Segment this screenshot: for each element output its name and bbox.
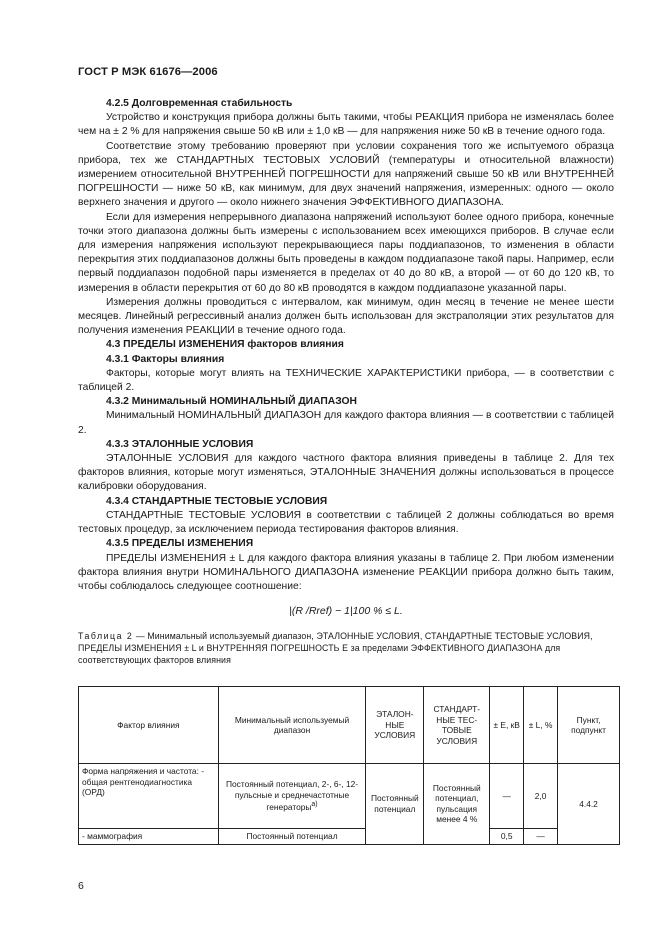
- section-heading: 4.3.2 Минимальный НОМИНАЛЬНЫЙ ДИАПАЗОН: [106, 396, 357, 408]
- section-heading: 4.3.4 СТАНДАРТНЫЕ ТЕСТОВЫЕ УСЛОВИЯ: [106, 495, 328, 507]
- cell-range: Постоянный потенциал: [218, 829, 366, 845]
- document-header: ГОСТ Р МЭК 61676—2006: [78, 66, 218, 78]
- cell-l: —: [524, 829, 558, 845]
- header-ref: ЭТАЛОН-НЫЕ УСЛОВИЯ: [366, 687, 424, 764]
- table-row: [79, 829, 620, 845]
- paragraph: Минимальный НОМИНАЛЬНЫЙ ДИАПАЗОН для каждого фактора влияния — в соответствии с таблицей 2.: [78, 410, 614, 436]
- influence-factors-table: [78, 686, 620, 845]
- header-item: Пункт, подпункт: [558, 687, 620, 764]
- paragraph: СТАНДАРТНЫЕ ТЕСТОВЫЕ УСЛОВИЯ в соответствии с таблицей 2 должны соблюдаться во время тестовых процедур, за исключением периода тестирования факторов влияния.: [78, 509, 614, 536]
- cell-e: 0,5: [490, 829, 524, 845]
- cell-range-text: Постоянный потенциал, 2-, 6-, 12-пульсные и среднечастотные генераторы: [225, 779, 359, 813]
- header-e: ± E, кВ: [490, 687, 524, 764]
- footnote-mark: a): [311, 801, 318, 809]
- cell-range: [218, 764, 366, 829]
- paragraph: Измерения должны проводиться с интервалом, как минимум, один месяц в течение не менее шести месяцев. Линейный регрессивный анализ должен быть использован для экстраполяции этих результатов для получения изменения РЕАКЦИИ в течение одного года.: [78, 296, 614, 337]
- cell-e: —: [490, 764, 524, 829]
- page-number: 6: [78, 880, 84, 892]
- cell-factor: Форма напряжения и частота: - общая рентгенодиагностика (ОРД): [79, 764, 219, 829]
- paragraph: ПРЕДЕЛЫ ИЗМЕНЕНИЯ ± L для каждого фактора влияния указаны в таблице 2. При любом изменении фактора влияния внутри НОМИНАЛЬНОГО ДИАПАЗОНА изменение РЕАКЦИИ прибора должно быть таким, чтобы соблюдалось следующее соотношение:: [78, 552, 614, 592]
- section-heading: 4.3 ПРЕДЕЛЫ ИЗМЕНЕНИЯ факторов влияния: [106, 339, 344, 351]
- formula: |(R /Rref) − 1|100 % ≤ L.: [289, 605, 403, 618]
- section-heading: 4.2.5 Долговременная стабильность: [106, 98, 293, 109]
- paragraph: Если для измерения непрерывного диапазона напряжений используют более одного прибора, конечные точки этого диапазона должны быть измерены с использованием всех имеющихся приборов. В случае если для измерения напряжения используют перекрывающиеся пары поддиапазонов, то изменения в области перекрытия этих поддиапазонов должны быть проведены в каждом поддиапазоне такой пары. Например, если первый поддиапазон подобной пары изменяется в пределах от 40 до 80 кВ, а второй — от 60 до 120 кВ, то измерения в области перекрытия от 60 до 80 кВ проводятся в каждом поддиапазоне указанной пары.: [78, 211, 614, 294]
- table-header-row: [79, 687, 620, 764]
- header-factor: Фактор влияния: [79, 687, 219, 764]
- header-range: Минимальный используемый диапазон: [218, 687, 366, 764]
- table-row: [79, 764, 620, 829]
- section-heading: 4.3.1 Факторы влияния: [106, 353, 225, 365]
- cell-l: 2,0: [524, 764, 558, 829]
- cell-std: Постоянный потенциал, пульсация менее 4 %: [424, 764, 490, 845]
- header-std: СТАНДАРТ-НЫЕ ТЕС-ТОВЫЕ УСЛОВИЯ: [424, 687, 490, 764]
- table-caption: [78, 630, 614, 666]
- cell-item: 4.4.2: [558, 764, 620, 845]
- section-heading: 4.3.5 ПРЕДЕЛЫ ИЗМЕНЕНИЯ: [106, 538, 254, 550]
- table-caption-label: Таблица 2: [78, 631, 134, 642]
- header-l: ± L, %: [524, 687, 558, 764]
- table-caption-text: — Минимальный используемый диапазон, ЭТАЛОННЫЕ УСЛОВИЯ, СТАНДАРТНЫЕ ТЕСТОВЫЕ УСЛОВИЯ, ПРЕДЕЛЫ ИЗМЕНЕНИЯ ± L и ВНУТРЕННЯЯ ПОГРЕШНОСТЬ E за пределами ЭФФЕКТИВНОГО ДИАПАЗОНА для соответствующих факторов влияния: [78, 631, 593, 666]
- paragraph: ЭТАЛОННЫЕ УСЛОВИЯ для каждого частного фактора влияния приведены в таблице 2. Для тех факторов влияния, которые могут изменяться, ЭТАЛОННЫЕ ЗНАЧЕНИЯ должны использоваться в процессе калибровки оборудования.: [78, 453, 614, 493]
- body-text: [78, 97, 614, 666]
- paragraph: Соответствие этому требованию проверяют при условии сохранения того же испытуемого образца прибора, тех же СТАНДАРТНЫХ ТЕСТОВЫХ УСЛОВИЙ (температуры и относительной влажности) измерением относительной ВНУТРЕННЕЙ ПОГРЕШНОСТИ для напряжений свыше 50 кВ или ВНУТРЕННЕЙ ПОГРЕШНОСТИ — ниже 50 кВ, как минимум, для двух значений напряжения, измеренных: одного — около верхнего значения и другого — около нижнего значения ЭФФЕКТИВНОГО ДИАПАЗОНА.: [78, 140, 614, 209]
- section-heading: 4.3.3 ЭТАЛОННЫЕ УСЛОВИЯ: [106, 438, 254, 450]
- paragraph: Устройство и конструкция прибора должны быть такими, чтобы РЕАКЦИЯ прибора не изменялась более чем на ± 2 % для напряжения свыше 50 кВ или ± 1,0 кВ — для напряжения ниже 50 кВ в течение одного года.: [78, 112, 614, 138]
- cell-ref: Постоянный потенциал: [366, 764, 424, 845]
- paragraph: Факторы, которые могут влиять на ТЕХНИЧЕСКИЕ ХАРАКТЕРИСТИКИ прибора, — в соответствии с таблицей 2.: [78, 367, 614, 394]
- cell-factor: - маммография: [79, 829, 219, 845]
